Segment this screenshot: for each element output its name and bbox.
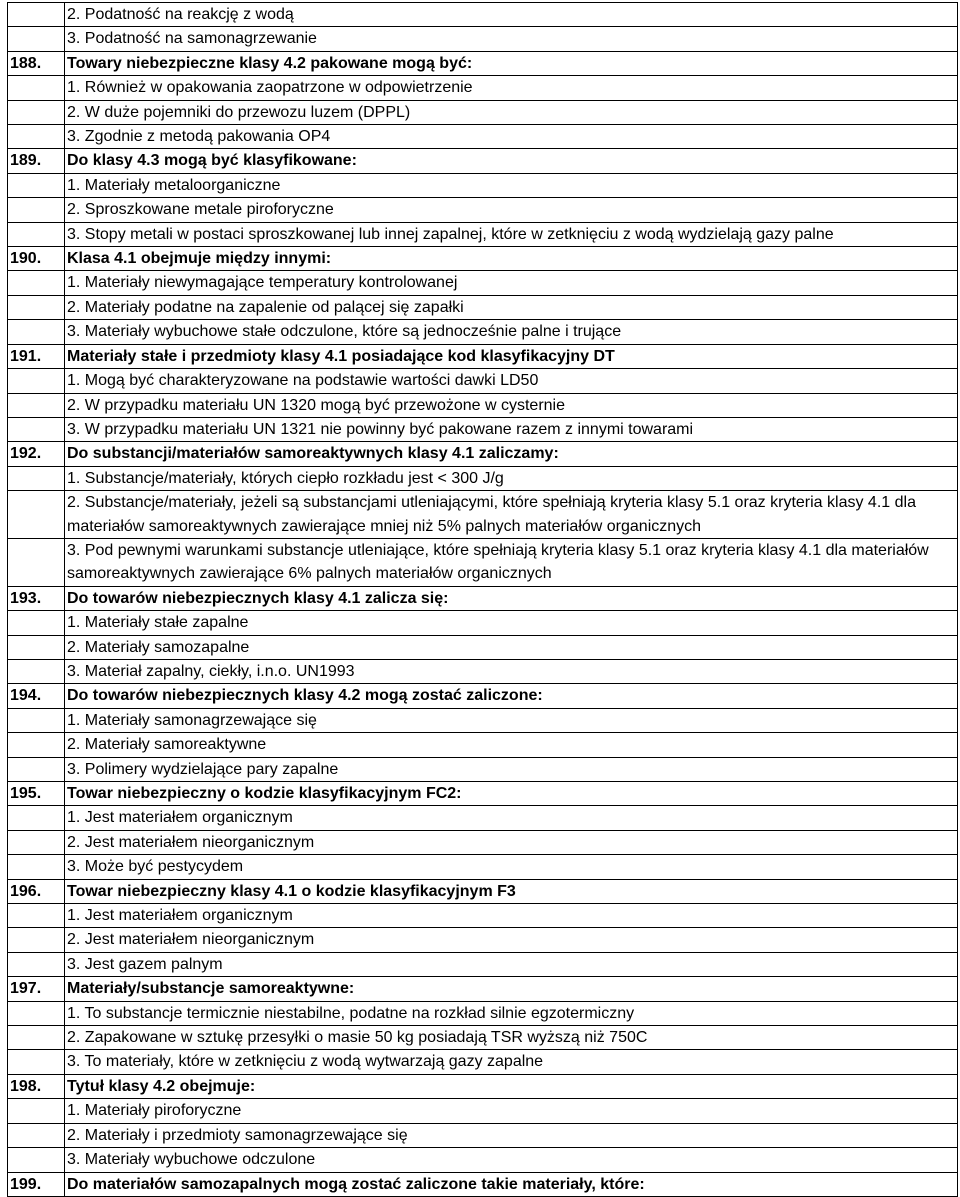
answer-row [8, 198, 958, 222]
empty-number-cell [8, 198, 65, 222]
question-text: Towar niebezpieczny klasy 4.1 o kodzie klasyfikacyjnym F3 [65, 879, 958, 903]
empty-number-cell [8, 125, 65, 149]
question-row [8, 782, 958, 806]
empty-number-cell [8, 1123, 65, 1147]
answer-option-text: 2. Podatność na reakcję z wodą [65, 3, 958, 27]
answer-row [8, 27, 958, 51]
question-text: Do substancji/materiałów samoreaktywnych klasy 4.1 zaliczamy: [65, 442, 958, 466]
question-row [8, 879, 958, 903]
empty-number-cell [8, 733, 65, 757]
answer-option-text: 1. Jest materiałem organicznym [65, 904, 958, 928]
answer-option-text: 2. Substancje/materiały, jeżeli są substancjami utleniającymi, które spełniają kryteria klasy 5.1 oraz kryteria klasy 4.1 dla materiałów samoreaktywnych zawierające mniej niż 5% palnych materiałów organicznych [65, 491, 958, 539]
question-row [8, 977, 958, 1001]
answer-row [8, 1001, 958, 1025]
question-text: Do towarów niebezpiecznych klasy 4.1 zalicza się: [65, 586, 958, 610]
answer-option-text: 3. Materiały wybuchowe odczulone [65, 1148, 958, 1172]
empty-number-cell [8, 320, 65, 344]
answer-row [8, 659, 958, 683]
question-text: Towary niebezpieczne klasy 4.2 pakowane mogą być: [65, 51, 958, 75]
empty-number-cell [8, 1050, 65, 1074]
answer-row [8, 369, 958, 393]
question-number: 195. [8, 782, 65, 806]
answer-row [8, 125, 958, 149]
question-row [8, 51, 958, 75]
empty-number-cell [8, 491, 65, 539]
question-number: 194. [8, 684, 65, 708]
answer-option-text: 3. Polimery wydzielające pary zapalne [65, 757, 958, 781]
answer-option-text: 3. To materiały, które w zetknięciu z wodą wytwarzają gazy zapalne [65, 1050, 958, 1074]
answer-row [8, 1026, 958, 1050]
answer-option-text: 1. Również w opakowania zaopatrzone w odpowietrzenie [65, 76, 958, 100]
question-number: 196. [8, 879, 65, 903]
answer-row [8, 928, 958, 952]
empty-number-cell [8, 928, 65, 952]
answer-row [8, 295, 958, 319]
answer-option-text: 3. Stopy metali w postaci sproszkowanej lub innej zapalnej, które w zetknięciu z wodą wydzielają gazy palne [65, 222, 958, 246]
empty-number-cell [8, 1148, 65, 1172]
question-number: 188. [8, 51, 65, 75]
answer-option-text: 3. Może być pestycydem [65, 855, 958, 879]
empty-number-cell [8, 659, 65, 683]
empty-number-cell [8, 855, 65, 879]
question-row [8, 247, 958, 271]
empty-number-cell [8, 806, 65, 830]
empty-number-cell [8, 417, 65, 441]
empty-number-cell [8, 76, 65, 100]
question-number: 191. [8, 344, 65, 368]
answer-option-text: 1. Materiały piroforyczne [65, 1099, 958, 1123]
answer-row [8, 611, 958, 635]
answer-row [8, 466, 958, 490]
answer-option-text: 2. Jest materiałem nieorganicznym [65, 928, 958, 952]
answer-row [8, 100, 958, 124]
answer-option-text: 3. Pod pewnymi warunkami substancje utleniające, które spełniają kryteria klasy 5.1 oraz kryteria klasy 4.1 dla materiałów samoreaktywnych zawierające 6% palnych materiałów organicznych [65, 538, 958, 586]
question-row [8, 1172, 958, 1196]
answer-option-text: 2. Materiały samozapalne [65, 635, 958, 659]
answer-option-text: 2. Jest materiałem nieorganicznym [65, 830, 958, 854]
answer-row [8, 635, 958, 659]
empty-number-cell [8, 466, 65, 490]
answer-row [8, 1050, 958, 1074]
answer-option-text: 1. Jest materiałem organicznym [65, 806, 958, 830]
answer-row [8, 904, 958, 928]
answer-option-text: 1. Materiały stałe zapalne [65, 611, 958, 635]
empty-number-cell [8, 635, 65, 659]
answer-option-text: 2. Materiały samoreaktywne [65, 733, 958, 757]
question-text: Do klasy 4.3 mogą być klasyfikowane: [65, 149, 958, 173]
question-number: 198. [8, 1074, 65, 1098]
answer-option-text: 2. W przypadku materiału UN 1320 mogą być przewożone w cysternie [65, 393, 958, 417]
question-text: Do towarów niebezpiecznych klasy 4.2 mogą zostać zaliczone: [65, 684, 958, 708]
empty-number-cell [8, 295, 65, 319]
answer-row [8, 1099, 958, 1123]
answer-option-text: 2. W duże pojemniki do przewozu luzem (DPPL) [65, 100, 958, 124]
answer-row [8, 222, 958, 246]
answer-option-text: 3. W przypadku materiału UN 1321 nie powinny być pakowane razem z innymi towarami [65, 417, 958, 441]
question-text: Klasa 4.1 obejmuje między innymi: [65, 247, 958, 271]
empty-number-cell [8, 1026, 65, 1050]
answer-row [8, 855, 958, 879]
question-text: Towar niebezpieczny o kodzie klasyfikacyjnym FC2: [65, 782, 958, 806]
answer-option-text: 3. Materiały wybuchowe stałe odczulone, które są jednocześnie palne i trujące [65, 320, 958, 344]
empty-number-cell [8, 757, 65, 781]
answer-option-text: 2. Sproszkowane metale piroforyczne [65, 198, 958, 222]
answer-row [8, 952, 958, 976]
empty-number-cell [8, 3, 65, 27]
answer-option-text: 3. Materiał zapalny, ciekły, i.n.o. UN1993 [65, 659, 958, 683]
answer-row [8, 830, 958, 854]
empty-number-cell [8, 830, 65, 854]
answer-row [8, 491, 958, 539]
question-row [8, 442, 958, 466]
empty-number-cell [8, 222, 65, 246]
question-number: 192. [8, 442, 65, 466]
answer-row [8, 733, 958, 757]
empty-number-cell [8, 1099, 65, 1123]
answer-option-text: 1. Materiały samonagrzewające się [65, 708, 958, 732]
answer-row [8, 708, 958, 732]
answer-row [8, 1123, 958, 1147]
question-number: 193. [8, 586, 65, 610]
answer-row [8, 806, 958, 830]
answer-option-text: 2. Materiały i przedmioty samonagrzewające się [65, 1123, 958, 1147]
empty-number-cell [8, 369, 65, 393]
empty-number-cell [8, 271, 65, 295]
question-number: 199. [8, 1172, 65, 1196]
answer-option-text: 1. To substancje termicznie niestabilne, podatne na rozkład silnie egzotermiczny [65, 1001, 958, 1025]
answer-row [8, 173, 958, 197]
answer-option-text: 3. Jest gazem palnym [65, 952, 958, 976]
question-number: 189. [8, 149, 65, 173]
answer-row [8, 3, 958, 27]
question-number: 197. [8, 977, 65, 1001]
answer-option-text: 2. Zapakowane w sztukę przesyłki o masie 50 kg posiadają TSR wyższą niż 750C [65, 1026, 958, 1050]
empty-number-cell [8, 611, 65, 635]
empty-number-cell [8, 27, 65, 51]
question-row [8, 684, 958, 708]
answer-option-text: 1. Mogą być charakteryzowane na podstawie wartości dawki LD50 [65, 369, 958, 393]
empty-number-cell [8, 538, 65, 586]
question-text: Materiały/substancje samoreaktywne: [65, 977, 958, 1001]
answer-row [8, 320, 958, 344]
answer-option-text: 1. Materiały niewymagające temperatury kontrolowanej [65, 271, 958, 295]
answer-row [8, 757, 958, 781]
question-row [8, 149, 958, 173]
question-text: Do materiałów samozapalnych mogą zostać zaliczone takie materiały, które: [65, 1172, 958, 1196]
question-row [8, 344, 958, 368]
empty-number-cell [8, 904, 65, 928]
exam-questions-sheet [7, 2, 958, 1197]
answer-option-text: 2. Materiały podatne na zapalenie od palącej się zapałki [65, 295, 958, 319]
empty-number-cell [8, 1001, 65, 1025]
answer-row [8, 538, 958, 586]
questions-table [7, 2, 958, 1197]
question-text: Materiały stałe i przedmioty klasy 4.1 posiadające kod klasyfikacyjny DT [65, 344, 958, 368]
empty-number-cell [8, 393, 65, 417]
empty-number-cell [8, 173, 65, 197]
question-row [8, 1074, 958, 1098]
answer-row [8, 393, 958, 417]
empty-number-cell [8, 100, 65, 124]
empty-number-cell [8, 952, 65, 976]
answer-option-text: 3. Zgodnie z metodą pakowania OP4 [65, 125, 958, 149]
answer-option-text: 1. Materiały metaloorganiczne [65, 173, 958, 197]
question-number: 190. [8, 247, 65, 271]
question-row [8, 586, 958, 610]
answer-option-text: 3. Podatność na samonagrzewanie [65, 27, 958, 51]
answer-row [8, 417, 958, 441]
empty-number-cell [8, 708, 65, 732]
answer-row [8, 271, 958, 295]
question-text: Tytuł klasy 4.2 obejmuje: [65, 1074, 958, 1098]
answer-option-text: 1. Substancje/materiały, których ciepło rozkładu jest < 300 J/g [65, 466, 958, 490]
answer-row [8, 76, 958, 100]
questions-table-body [8, 3, 958, 1197]
answer-row [8, 1148, 958, 1172]
